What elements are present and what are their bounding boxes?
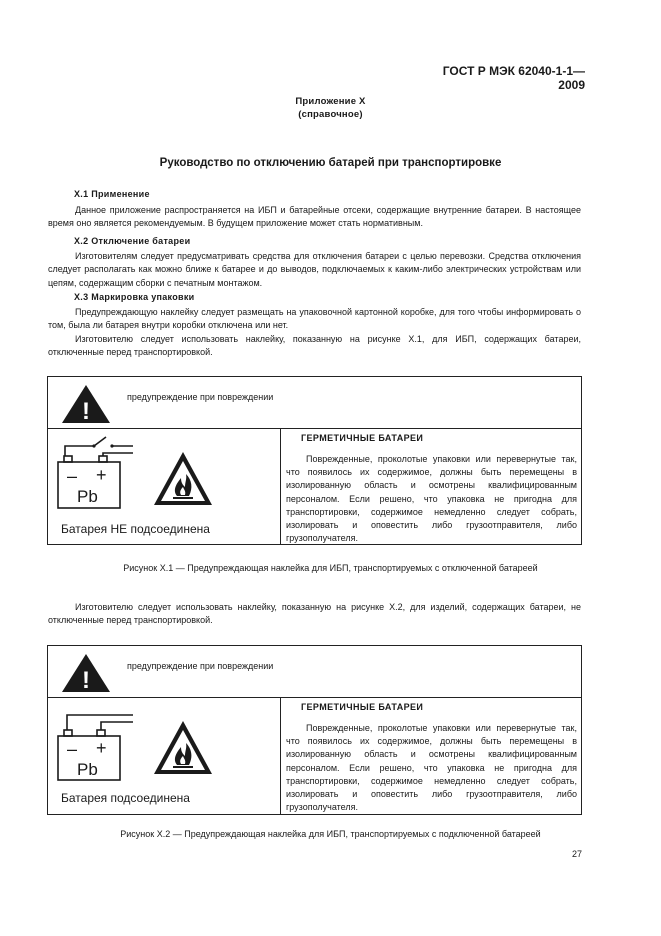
warning-label-figure-2 — [47, 645, 582, 815]
svg-text:Pb: Pb — [77, 760, 98, 779]
section-heading-x1: X.1 Применение — [74, 189, 150, 199]
sealed-batteries-text: Поврежденные, проколотые упаковки или перевернутые так, что появилось их содержимое, должны быть перемещены в изолированную область и осмотрены квалифицированным персоналом. Если решено, что упаковка не пригодна для транспортировки, содержимое немедленно следует собрать, изолировать и оповестить либо грузоотправителя, либо грузополучателя. — [286, 454, 577, 544]
page-title: Руководство по отключению батарей при транспортировке — [159, 157, 502, 169]
section-text-x3: Предупреждающую наклейку следует размещать на упаковочной картонной коробке, для того чтобы информировать о том, была ли батарея внутри коробки отключена или нет. Изготовителю следует использовать наклейку, показанную на рисунке X.1, для ИБП, содержащих батареи, отключенные перед транспортировкой. — [48, 307, 581, 358]
battery-icon — [54, 705, 139, 785]
section-text-x1: Данное приложение распространяется на ИБП и батарейные отсеки, содержащие внутренние батареи. В настоящее время оно является рекомендуемым. В будущем приложение может стать нормативным. — [48, 205, 581, 229]
flammable-icon — [152, 719, 214, 777]
figure-2-caption: Рисунок X.2 — Предупреждающая наклейка для ИБП, транспортируемых с подключенной батареей — [120, 829, 541, 839]
svg-text:!: ! — [82, 398, 90, 425]
instructions-panel — [280, 697, 581, 814]
middle-paragraph: Изготовителю следует использовать наклейку, показанную на рисунке X.2, для изделий, содержащих батареи, не отключенные перед транспортировкой. — [48, 602, 581, 626]
warning-label-figure-1 — [47, 376, 582, 545]
annex-subtitle: (справочное) — [298, 109, 363, 120]
svg-text:–: – — [67, 739, 78, 759]
battery-panel — [48, 428, 281, 544]
sealed-batteries-title: ГЕРМЕТИЧНЫЕ БАТАРЕИ — [301, 433, 424, 443]
section-text-x2: Изготовителям следует предусматривать средства для отключения батареи с целью перевозки. Средства отключения следует располагать как можно ближе к батарее и до выводов, подключаемых к каким-либо электрических устройствам или цепям, содержащим сборки с печатным монтажом. — [48, 251, 581, 288]
warning-header — [48, 377, 581, 429]
section-heading-x2: X.2 Отключение батареи — [74, 236, 191, 246]
sealed-batteries-title: ГЕРМЕТИЧНЫЕ БАТАРЕИ — [301, 702, 424, 712]
svg-text:!: ! — [82, 667, 90, 694]
battery-icon — [54, 436, 139, 516]
warning-triangle-icon — [60, 383, 112, 425]
warning-text: предупреждение при повреждении — [127, 661, 274, 671]
page-number: 27 — [571, 849, 582, 859]
annex-title: Приложение X — [295, 96, 366, 107]
warning-text: предупреждение при повреждении — [127, 392, 274, 402]
svg-text:+: + — [96, 465, 107, 485]
standard-number: ГОСТ Р МЭК 62040-1-1—2009 — [442, 64, 585, 92]
battery-panel — [48, 697, 281, 814]
svg-text:–: – — [67, 466, 78, 486]
switch-icon — [94, 437, 106, 446]
figure-1-caption: Рисунок X.1 — Предупреждающая наклейка для ИБП, транспортируемых с отключенной батареей — [123, 563, 538, 573]
battery-caption: Батарея НЕ подсоединена — [61, 522, 210, 536]
svg-text:+: + — [96, 738, 107, 758]
sealed-batteries-text: Поврежденные, проколотые упаковки или перевернутые так, что появилось их содержимое, должны быть перемещены в изолированную область и осмотрены квалифицированным персоналом. Если решено, что упаковка не пригодна для транспортировки, содержимое немедленно следует собрать, изолировать и оповестить либо грузоотправителя, либо грузополучателя. — [286, 723, 577, 813]
warning-header — [48, 646, 581, 698]
flammable-icon — [152, 450, 214, 508]
svg-text:Pb: Pb — [77, 487, 98, 506]
warning-triangle-icon — [60, 652, 112, 694]
section-heading-x3: X.3 Маркировка упаковки — [74, 292, 195, 302]
instructions-panel — [280, 428, 581, 544]
battery-caption: Батарея подсоединена — [61, 791, 190, 805]
